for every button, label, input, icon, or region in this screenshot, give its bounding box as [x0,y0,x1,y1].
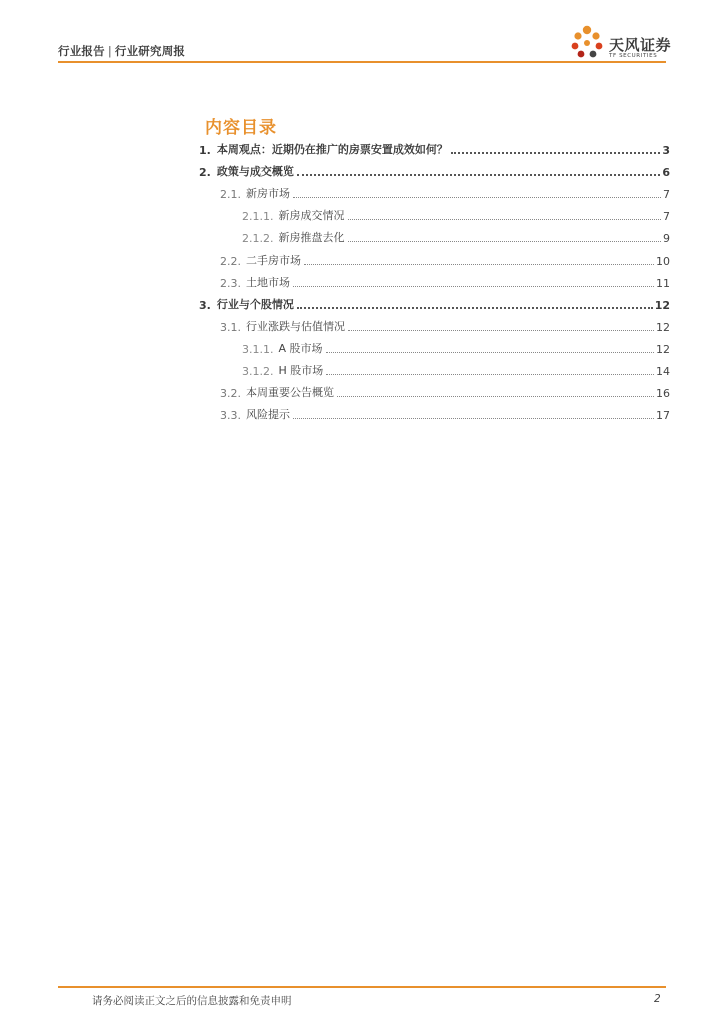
toc-entry-number: 2.3. [220,276,241,290]
toc-entry-title: 本周观点：近期仍在推广的房票安置成效如何？ [216,143,448,156]
toc-entry-title: 风险提示 [246,408,290,422]
toc-entry-page: 3 [662,144,670,157]
toc-entry[interactable] [242,209,670,223]
toc-entry-title: 政策与成交概览 [216,165,294,179]
toc-entry[interactable] [220,254,670,268]
toc-entry[interactable] [242,342,670,356]
toc-entry-number: 3.1.2. [242,365,274,378]
toc-entry[interactable] [220,187,670,201]
header-separator: | [107,44,112,58]
footer-disclaimer: 请务必阅读正文之后的信息披露和免责申明 [92,995,292,1007]
toc-dot-leader [293,418,654,419]
toc-entry[interactable] [220,276,670,290]
logo-english-name: TF SECURITIES [609,53,658,59]
toc-entry-page: 17 [656,409,670,423]
report-subtype: 行业研究周报 [114,44,186,58]
toc-dot-leader [304,264,654,265]
footer-divider [58,986,666,988]
toc-entry-title: H 股市场 [278,364,324,377]
toc-entry[interactable] [199,165,670,179]
toc-entry-title: 土地市场 [246,275,290,289]
toc-entry-number: 2. [199,166,211,180]
toc-entry-number: 3. [199,298,211,312]
toc-entry-page: 10 [656,254,670,268]
toc-entry-page: 16 [656,387,670,401]
toc-entry-title: 新房推盘去化 [278,231,345,245]
toc-dot-leader [348,330,654,331]
logo-chinese-name: 天风证券 [609,36,672,54]
toc-entry[interactable] [242,231,670,245]
toc-entry-page: 14 [656,365,670,378]
tf-flower-icon [567,22,607,62]
toc-dot-leader [293,197,661,198]
header-text [58,43,185,59]
company-logo [567,22,677,62]
toc-dot-leader [297,174,661,176]
toc-dot-leader [451,152,661,154]
toc-entry-number: 3.2. [220,387,241,401]
toc-dot-leader [326,374,654,375]
toc-entry[interactable] [220,386,670,400]
toc-entry-page: 12 [654,298,670,312]
page-number: 2 [654,993,661,1005]
toc-entry-title: 二手房市场 [246,253,301,267]
report-type: 行业报告 [58,44,105,58]
toc-dot-leader [293,286,654,287]
toc-dot-leader [297,307,653,309]
toc-entry-number: 2.1.2. [242,232,274,246]
toc-entry-title: 本周重要公告概览 [246,386,334,400]
toc-entry-number: 2.2. [220,254,241,268]
toc-entry[interactable] [199,143,670,157]
toc-entry-page: 6 [662,166,670,180]
toc-dot-leader [337,396,654,397]
toc-entry-page: 7 [663,188,670,202]
toc-entry-title: 新房市场 [246,187,290,201]
toc-entry-page: 7 [663,210,670,224]
toc-entry-number: 1. [199,144,211,157]
toc-entry[interactable] [220,408,670,422]
toc-entry-page: 12 [656,342,670,356]
toc-dot-leader [348,241,662,242]
toc-entry-title: 新房成交情况 [278,209,345,223]
toc-entry-page: 12 [656,320,670,334]
toc-entry[interactable] [199,298,670,312]
toc-title: 内容目录 [205,118,277,138]
toc-entry-number: 3.1. [220,320,241,334]
toc-entry-title: 行业涨跌与估值情况 [246,319,345,333]
toc-entry[interactable] [242,364,670,378]
toc-entry-page: 11 [656,276,670,290]
header-divider [58,61,666,63]
toc-entry-number: 2.1.1. [242,210,274,224]
toc-entry-number: 2.1. [220,188,241,202]
toc-entry-number: 3.3. [220,409,241,423]
toc-dot-leader [348,219,662,220]
toc-entry-number: 3.1.1. [242,342,274,356]
toc-entry-title: 行业与个股情况 [216,297,294,311]
toc-dot-leader [326,352,654,353]
toc-entry-title: A 股市场 [278,341,323,355]
toc-entry[interactable] [220,320,670,334]
toc-entry-page: 9 [663,232,670,246]
